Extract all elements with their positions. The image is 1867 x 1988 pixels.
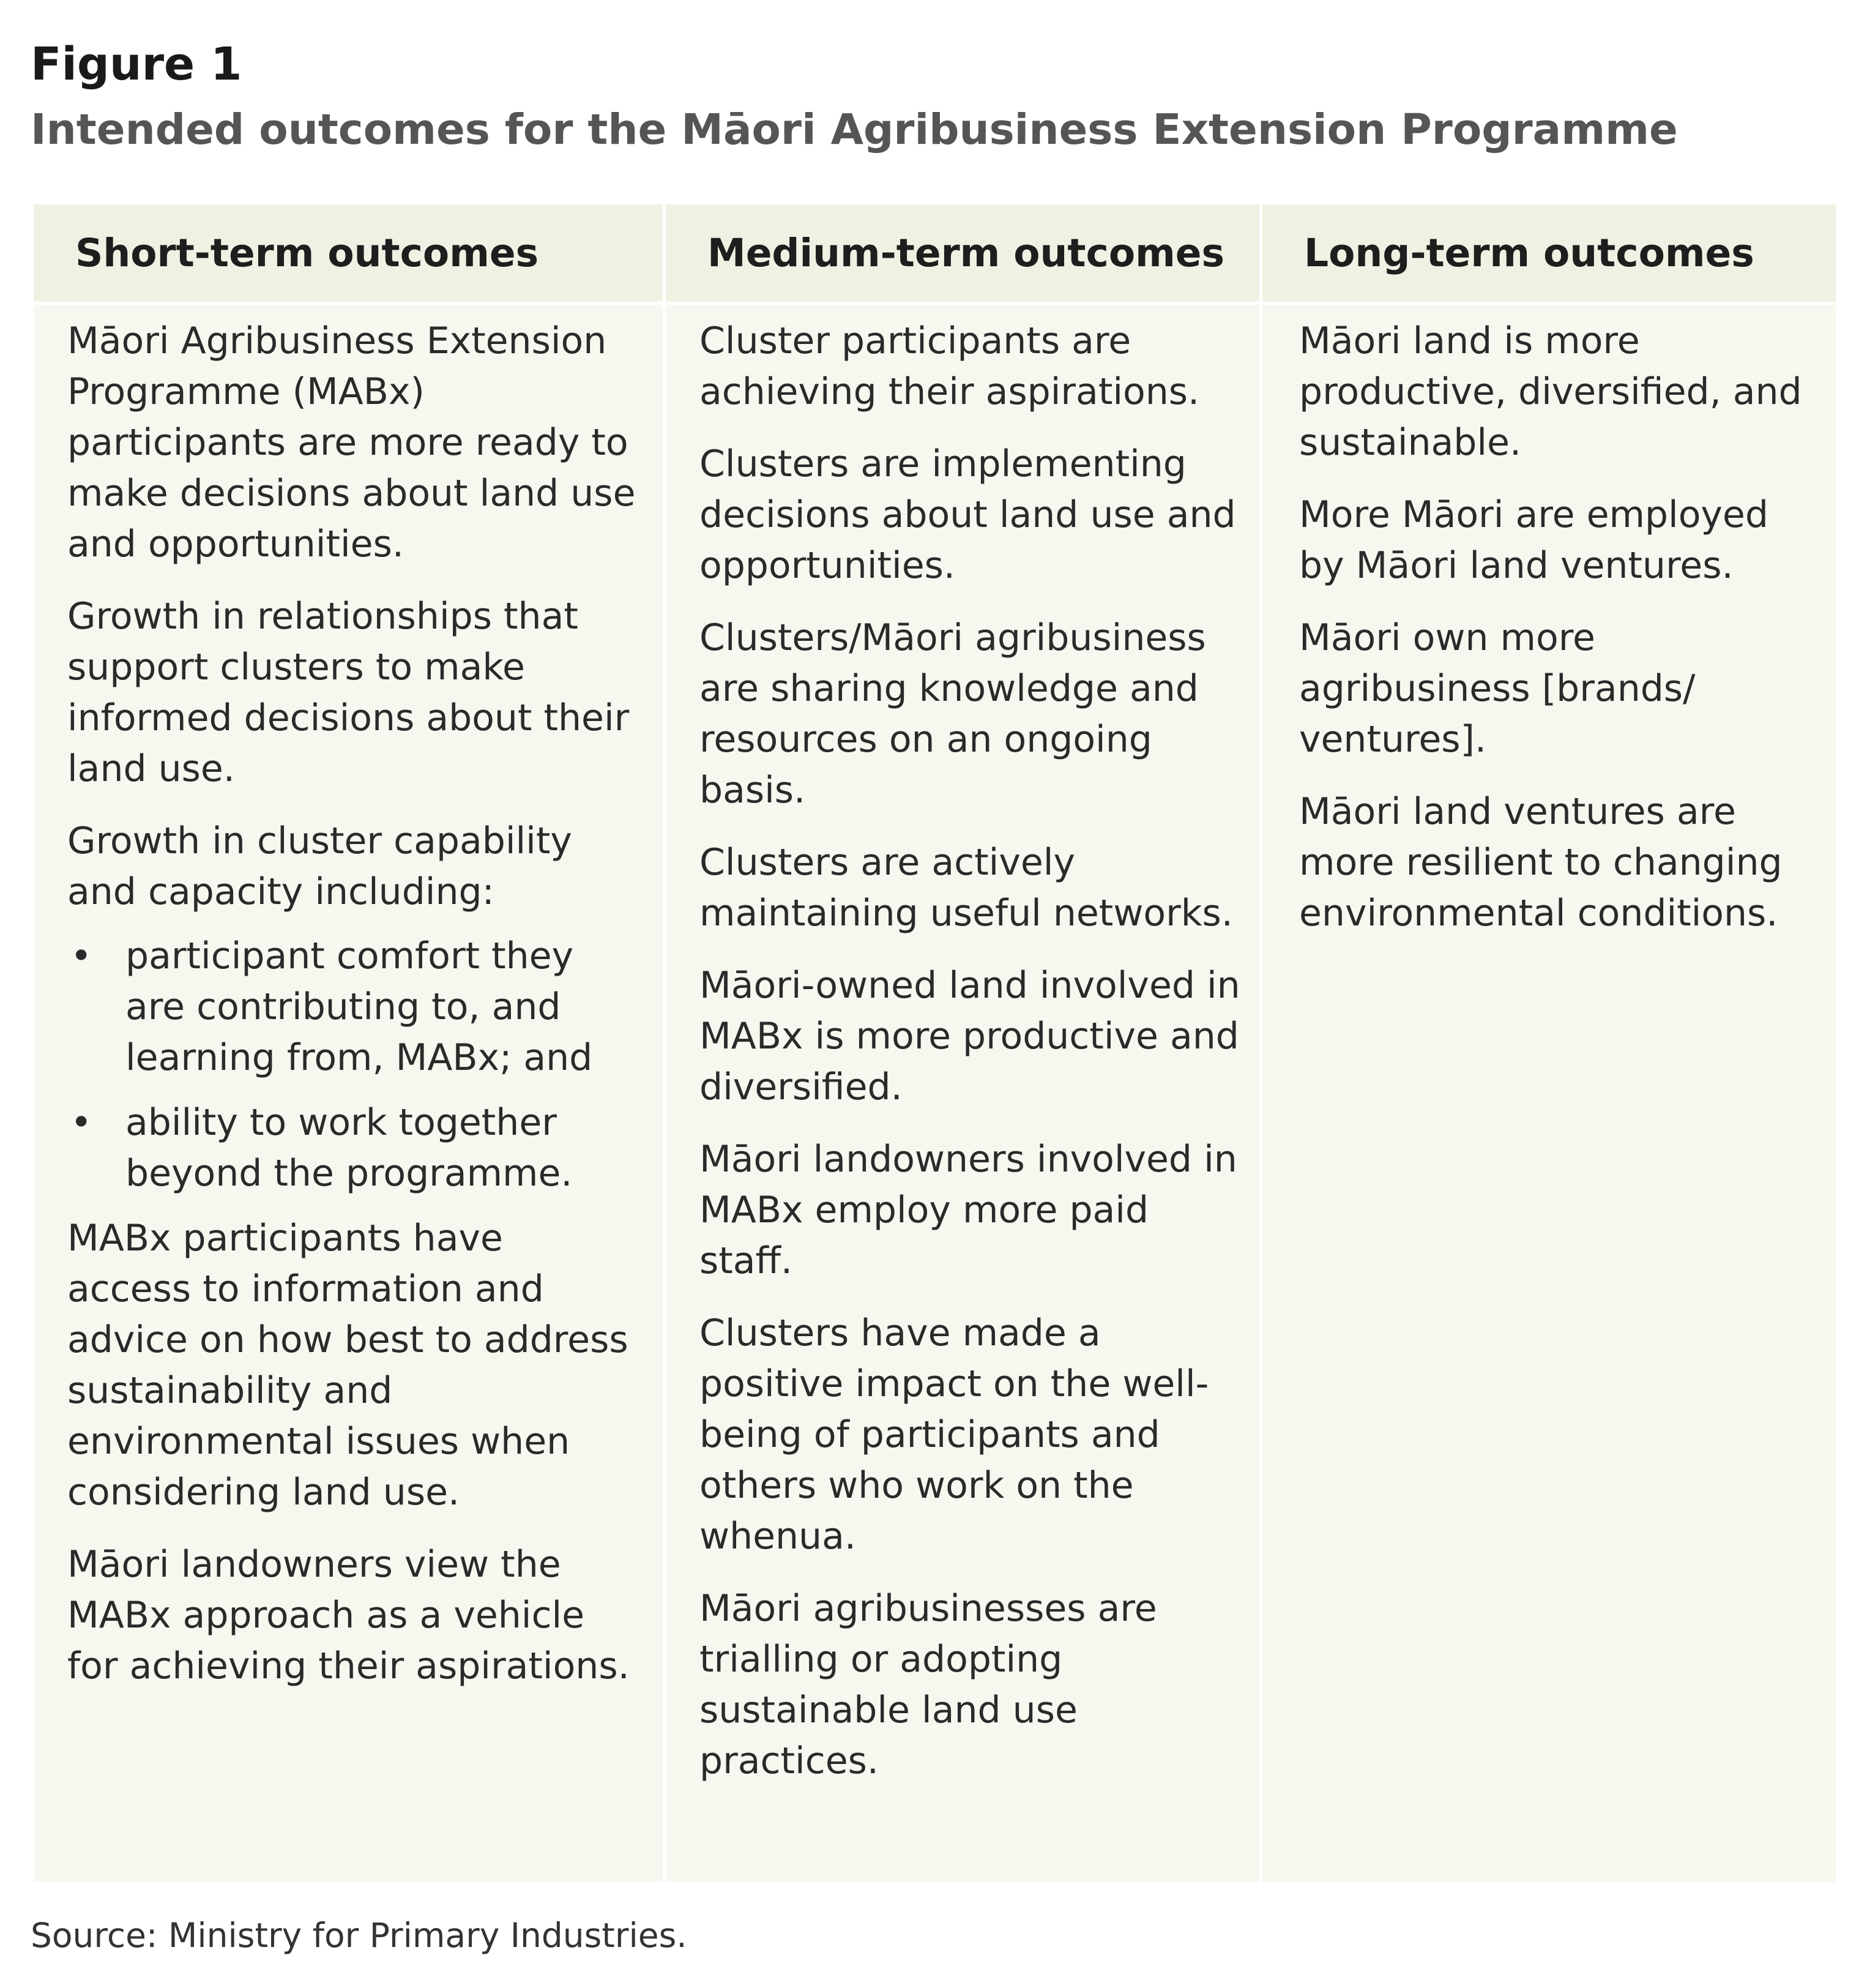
header-short-term: Short-term outcomes xyxy=(34,204,663,302)
short-term-cell xyxy=(34,305,663,1882)
medium-term-item: Māori agribusinesses are trialling or adopting sustainable land use practices. xyxy=(699,1587,1157,1782)
figure-label: Figure 1 xyxy=(31,38,242,91)
medium-term-item: Clusters have made a positive impact on the well-being of participants and others who work on the whenua. xyxy=(699,1312,1209,1558)
bullet-item xyxy=(67,1097,638,1199)
medium-term-item: Clusters are actively maintaining useful networks. xyxy=(699,841,1233,935)
bullet-item xyxy=(67,931,638,1083)
bullet-text: ability to work together beyond the programme. xyxy=(125,1101,573,1195)
short-term-item: Māori landowners view the MABx approach as a vehicle for achieving their aspirations. xyxy=(67,1543,630,1687)
bullet-icon: • xyxy=(70,1101,92,1144)
medium-term-item: Māori landowners involved in MABx employ more paid staff. xyxy=(699,1138,1237,1282)
short-term-item: Māori Agribusiness Extension Programme (MABx) participants are more ready to make decisions about land use and opportunities. xyxy=(67,320,636,566)
figure-title: Intended outcomes for the Māori Agribusiness Extension Programme xyxy=(31,105,1678,154)
short-term-item: Growth in relationships that support clusters to make informed decisions about their land use. xyxy=(67,595,630,790)
bullet-text: participant comfort they are contributing to, and learning from, MABx; and xyxy=(125,935,593,1079)
long-term-cell xyxy=(1262,305,1836,1882)
long-term-item: Māori land is more productive, diversified, and sustainable. xyxy=(1299,320,1802,464)
long-term-item: Māori own more agribusiness [brands/ ventures]. xyxy=(1299,616,1696,761)
short-term-item: Growth in cluster capability and capacity including: xyxy=(67,820,572,913)
bullet-icon: • xyxy=(70,935,92,977)
long-term-item: Māori land ventures are more resilient to changing environmental conditions. xyxy=(1299,790,1783,935)
source-note: Source: Ministry for Primary Industries. xyxy=(31,1916,687,1955)
medium-term-cell xyxy=(666,305,1259,1882)
outcomes-table xyxy=(34,204,1836,1885)
short-term-bullet-list xyxy=(67,931,638,1199)
medium-term-item: Clusters/Māori agribusiness are sharing knowledge and resources on an ongoing basis. xyxy=(699,616,1206,812)
medium-term-item: Cluster participants are achieving their aspirations. xyxy=(699,320,1200,413)
long-term-item: More Māori are employed by Māori land ventures. xyxy=(1299,493,1768,587)
medium-term-item: Māori-owned land involved in MABx is more productive and diversified. xyxy=(699,964,1240,1108)
header-medium-term: Medium-term outcomes xyxy=(666,204,1259,302)
medium-term-item: Clusters are implementing decisions about land use and opportunities. xyxy=(699,443,1236,587)
header-long-term: Long-term outcomes xyxy=(1262,204,1836,302)
short-term-item: MABx participants have access to information and advice on how best to address sustainability and environmental issues when considering land use. xyxy=(67,1217,628,1514)
